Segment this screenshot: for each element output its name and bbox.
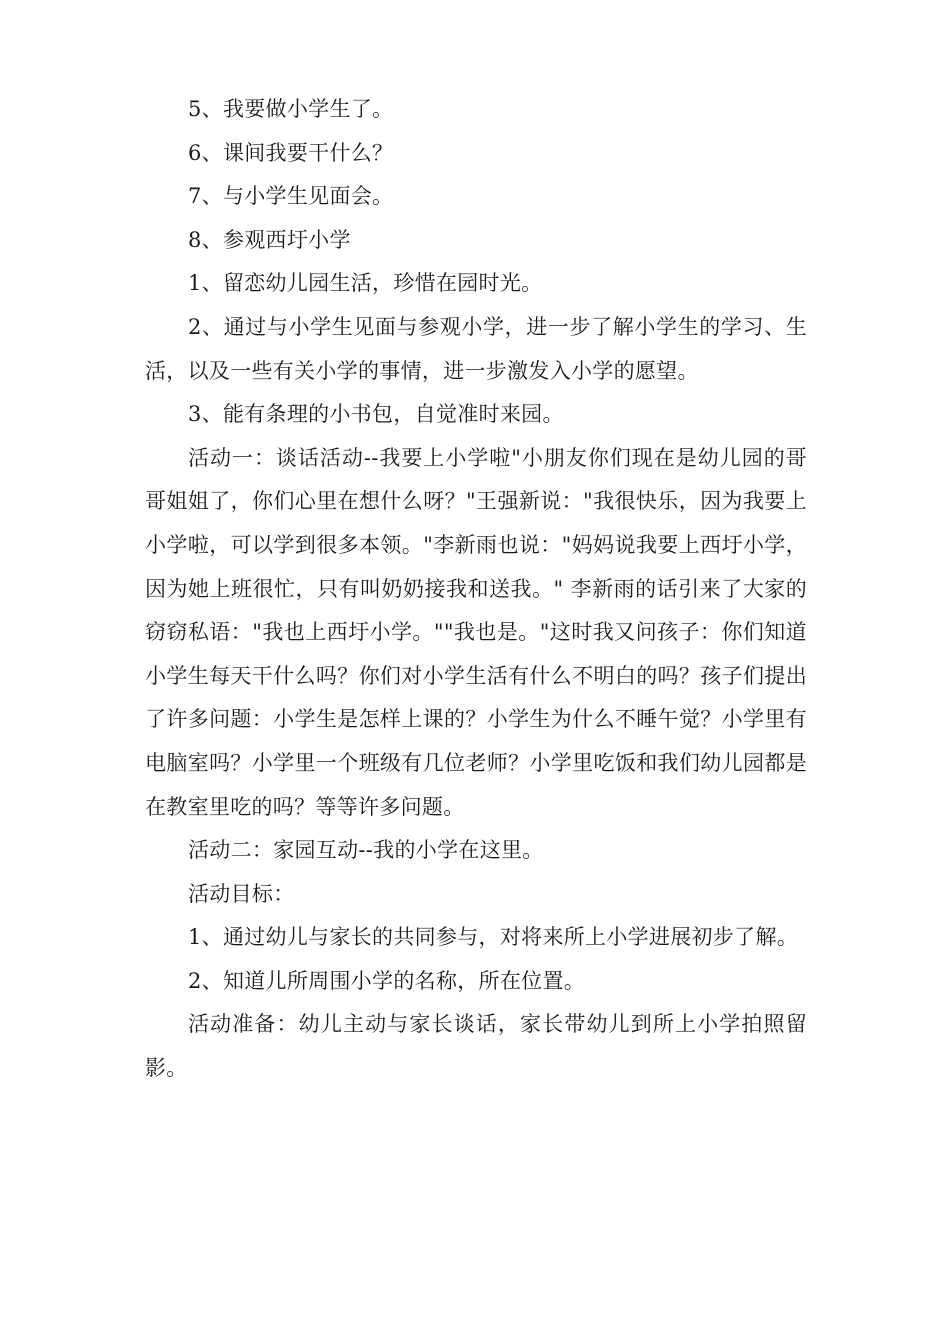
goal-item-1: 1、留恋幼儿园生活，珍惜在园时光。 xyxy=(188,271,543,296)
document-body xyxy=(145,88,807,1091)
activity-goal-2: 2、知道儿所周围小学的名称，所在位置。 xyxy=(188,968,586,993)
activity-goals-heading: 活动目标： xyxy=(188,881,295,906)
activity-one-paragraph: 活动一：谈话活动--我要上小学啦"小朋友你们现在是幼儿园的哥哥姐姐了，你们心里在想什么呀？"王强新说："我很快乐，因为我要上小学啦，可以学到很多本领。"李新雨也说："妈妈说我要上西圩小学，因为她上班很忙，只有叫奶奶接我和送我。" 李新雨的话引来了大家的窃窃私语："我也上西圩小学。""我也是。"这时我又问孩子：你们知道小学生每天干什么吗？你们对小学生活有什么不明白的吗？孩子们提出了许多问题：小学生是怎样上课的？小学生为什么不睡午觉？小学里有电脑室吗？小学里一个班级有几位老师？小学里吃饭和我们幼儿园都是在教室里吃的吗？等等许多问题。 xyxy=(145,445,807,819)
goal-item-2: 2、通过与小学生见面与参观小学，进一步了解小学生的学习、生活，以及一些有关小学的事情，进一步激发入小学的愿望。 xyxy=(145,314,807,383)
goal-item-3: 3、能有条理的小书包，自觉准时来园。 xyxy=(188,402,564,427)
activity-two-heading: 活动二：家园互动--我的小学在这里。 xyxy=(188,838,544,863)
list-item-5: 5、我要做小学生了。 xyxy=(188,97,394,121)
activity-preparation: 活动准备：幼儿主动与家长谈话，家长带幼儿到所上小学拍照留影。 xyxy=(145,1012,807,1081)
list-item-7: 7、与小学生见面会。 xyxy=(188,184,394,209)
list-item-6: 6、课间我要干什么？ xyxy=(188,140,394,165)
activity-goal-1: 1、通过幼儿与家长的共同参与，对将来所上小学进展初步了解。 xyxy=(188,925,799,950)
list-item-8: 8、参观西圩小学 xyxy=(188,227,351,252)
